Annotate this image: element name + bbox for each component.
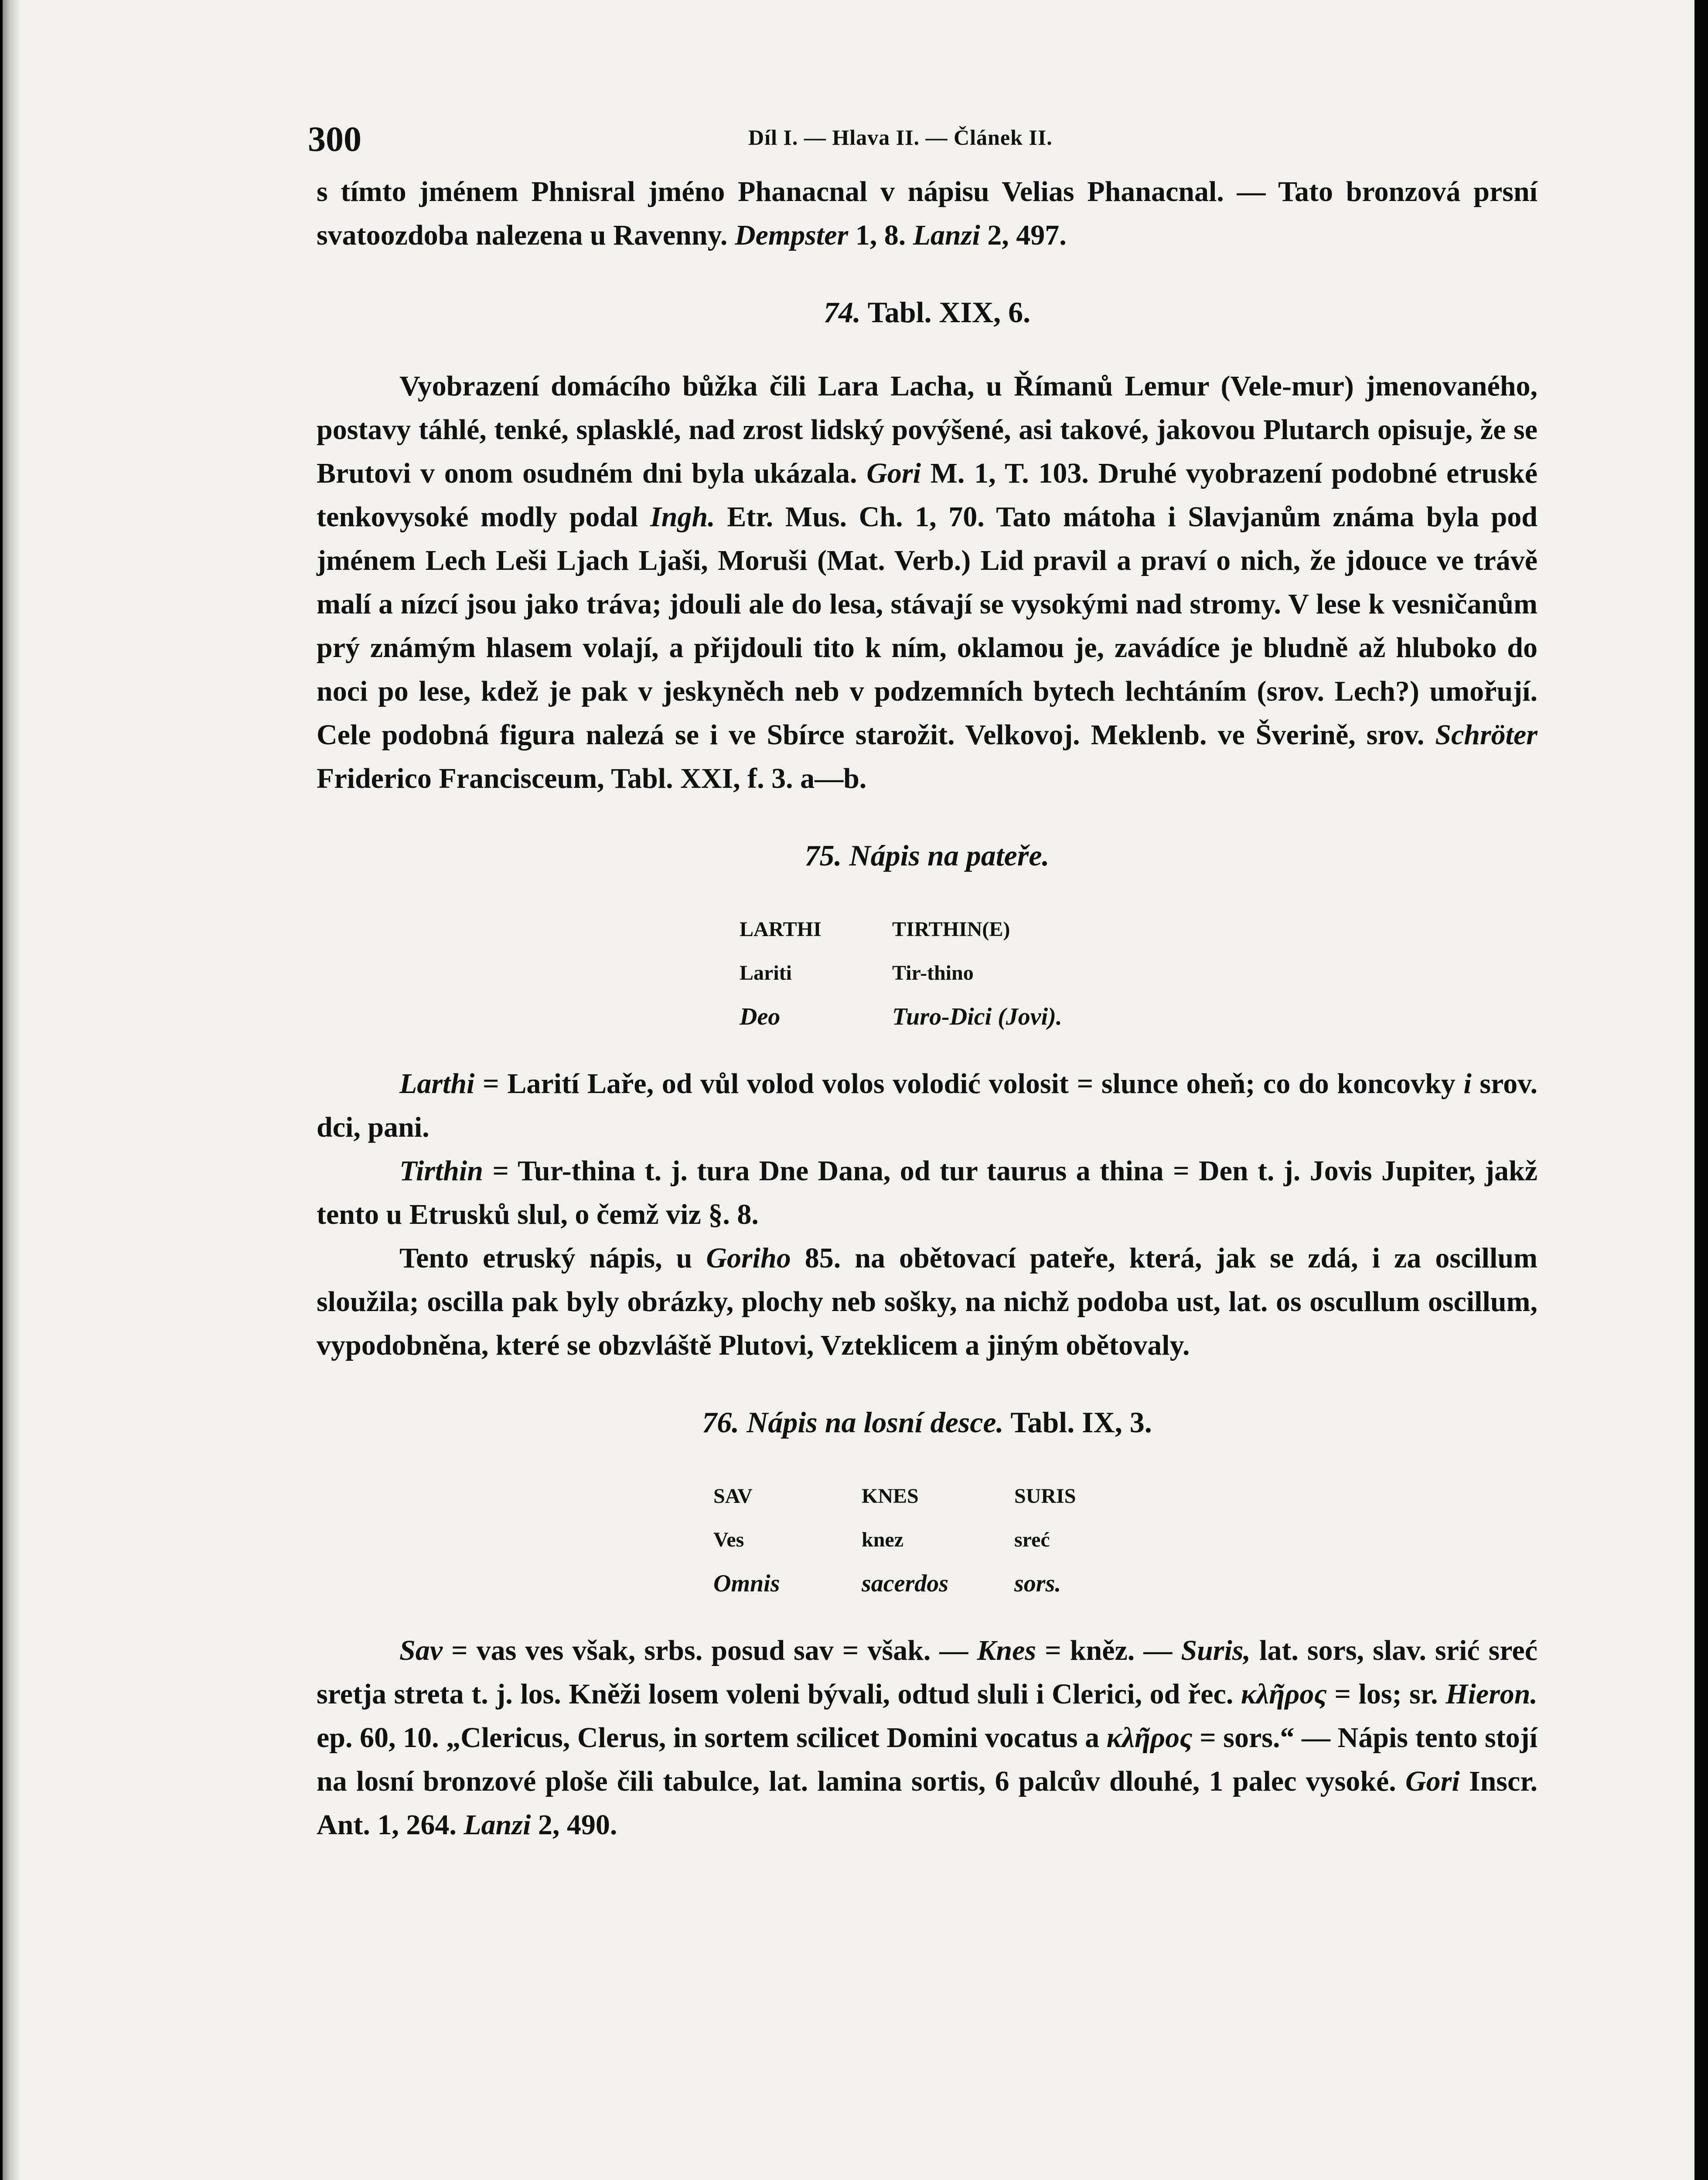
- section-number: 76.: [702, 1406, 740, 1439]
- term: Tirthin: [399, 1155, 483, 1187]
- scan-border: [1694, 0, 1708, 2180]
- text-run: ep. 60, 10. „Clericus, Clerus, in sortem scilicet Domini vocatus a: [317, 1722, 1107, 1754]
- section-title: Nápis na losní desce.: [739, 1406, 1004, 1439]
- section-number: 74.: [823, 296, 861, 329]
- text-run: 85. na obětovací pateře, která, jak se zdá, i za oscillum sloužila; oscilla pak byly obrázky, plochy neb sošky, na nichž podoba ust, lat. os oscullum oscillum, vypodobněna, které se obzvláště Plutovi, Vzteklicem a jiným obětovaly.: [317, 1242, 1538, 1361]
- text-run: 2, 490.: [531, 1809, 617, 1841]
- inscription-cell: Deo: [740, 1003, 781, 1030]
- inscription-row: [713, 1475, 1538, 1518]
- page-gutter-shadow: [3, 0, 20, 2180]
- intro-paragraph: [317, 170, 1538, 257]
- section-heading-75: [317, 834, 1538, 877]
- text-run: lat. sors, slav. srić sreć sretja streta t. j. los. Kněži losem voleni bývali, odtud sluli i Clerici, od řec.: [317, 1635, 1538, 1710]
- scanned-page: [3, 0, 1694, 2180]
- inscription-cell: Tir-thino: [892, 961, 974, 984]
- inscription-cell: Omnis: [713, 1570, 780, 1597]
- citation-author: Dempster: [734, 219, 849, 251]
- text-run: Etr. Mus. Ch. 1, 70. Tato mátoha i Slavjanům známa byla pod jménem Lech Leši Ljach Ljaši, Moruši (Mat. Verb.) Lid pravil a praví o nich, že jdouce ve trávě malí a nízcí jsou jako tráva; jdouli ale do lesa, stávají se vysokými nad stromy. V lese k vesničanům prý známým hlasem volají, a přijdouli tito k ním, oklamou je, zavádíce je bludně až hluboko do noci po lese, kdež je pak v jeskyněch neb v podzemních bytech lechtáním (srov. Lech?) umořují. Cele podobná figura nalezá se i ve Sbírce starožit. Velkovoj. Meklenb. ve Šverině, srov.: [317, 501, 1538, 751]
- inscription-row: [713, 1562, 1538, 1605]
- citation-author: Hieron.: [1445, 1678, 1538, 1710]
- section-75-paragraph-3: [317, 1236, 1538, 1367]
- inscription-row: [740, 995, 1538, 1039]
- section-76-paragraph: [317, 1629, 1538, 1847]
- inscription-cell: KNES: [862, 1485, 919, 1508]
- text-run: = sors.“ — Nápis tento stojí na losní bronzové ploše čili tabulce, lat. lamina sortis, 6 palcův dlouhé, 1 palec vysoké.: [317, 1722, 1538, 1797]
- citation-author: Lanzi: [464, 1809, 531, 1841]
- body-text: [317, 170, 1538, 1847]
- greek-term: κλῆρος: [1106, 1722, 1193, 1754]
- text-run: 2, 497.: [980, 219, 1067, 251]
- inscription-cell: Turo-Dici (Jovi).: [892, 1003, 1062, 1030]
- text-run: = Tur-thina t. j. tura Dne Dana, od tur taurus a thina = Den t. j. Jovis Jupiter, jakž tento u Etrusků slul, o čemž viz §. 8.: [317, 1155, 1538, 1230]
- text-run: 1, 8.: [848, 219, 913, 251]
- citation-author: Schröter: [1435, 719, 1538, 751]
- inscription-row: [713, 1518, 1538, 1562]
- citation-author: Lanzi: [913, 219, 980, 251]
- page-header: [308, 119, 1681, 171]
- running-head: Díl I. — Hlava II. — Článek II.: [748, 125, 1053, 150]
- text-run: Inscr. Ant. 1, 264.: [317, 1765, 1538, 1841]
- text-run: = Larití Laře, od vůl volod volos volodić volosit = slunce oheň; co do koncovky: [474, 1068, 1464, 1100]
- term: Knes: [977, 1635, 1036, 1666]
- inscription-cell: sors.: [1014, 1570, 1061, 1597]
- page-number: 300: [308, 119, 361, 159]
- text-run: = kněz. —: [1036, 1635, 1181, 1666]
- greek-term: κλῆρος: [1241, 1678, 1327, 1710]
- inscription-cell: TIRTHIN(E): [892, 918, 1010, 941]
- section-reference: Tabl. IX, 3.: [1003, 1406, 1152, 1439]
- term: Suris,: [1181, 1635, 1251, 1666]
- citation-author: Goriho: [706, 1242, 791, 1274]
- inscription-cell: sreć: [1014, 1528, 1050, 1551]
- inscription-table-76: [317, 1475, 1538, 1605]
- term: Larthi: [399, 1068, 475, 1100]
- section-75-paragraph-1: [317, 1062, 1538, 1149]
- term: i: [1463, 1068, 1472, 1100]
- section-reference: Tabl. XIX, 6.: [860, 296, 1031, 329]
- inscription-cell: Lariti: [740, 961, 792, 984]
- term: Sav: [399, 1635, 443, 1666]
- text-run: M. 1, T. 103. Druhé vyobrazení podobné etruské tenkovysoké modly podal: [317, 457, 1538, 533]
- text-run: Vyobrazení domácího bůžka čili Lara Lacha, u Římanů Lemur (Vele-mur) jmenovaného, postavy táhlé, tenké, splasklé, nad zrost lidský povýšené, asi takové, jakovou Plutarch opisuje, že se Brutovi v onom osudném dni byla ukázala.: [317, 370, 1538, 489]
- inscription-cell: sacerdos: [862, 1570, 949, 1597]
- section-heading-76: [317, 1400, 1538, 1444]
- inscription-row: [740, 908, 1538, 951]
- text-run: Friderico Franciscеum, Tabl. XXI, f. 3. a—b.: [317, 763, 867, 794]
- section-74-paragraph: [317, 364, 1538, 800]
- inscription-row: [740, 951, 1538, 995]
- section-number: 75.: [805, 839, 842, 872]
- citation-author: Gori: [1405, 1765, 1460, 1797]
- section-75-paragraph-2: [317, 1149, 1538, 1236]
- citation-author: Gori: [866, 457, 921, 489]
- inscription-cell: SURIS: [1014, 1485, 1076, 1508]
- inscription-cell: Ves: [713, 1528, 744, 1551]
- inscription-cell: knez: [862, 1528, 903, 1551]
- text-run: = vas ves však, srbs. posud sav = však. —: [443, 1635, 977, 1666]
- inscription-cell: SAV: [713, 1485, 753, 1508]
- text-run: srov. dci, pani.: [317, 1068, 1538, 1143]
- inscription-cell: LARTHI: [740, 918, 822, 941]
- section-heading-74: [317, 290, 1538, 334]
- inscription-table-75: [317, 908, 1538, 1039]
- text-run: = los; sr.: [1326, 1678, 1446, 1710]
- text-run: Tento etruský nápis, u: [399, 1242, 706, 1274]
- text-run: s tímto jménem Phnisral jméno Phanacnal v nápisu Velias Phanacnal. — Tato bronzová prsní svatoozdoba nalezena u Ravenny.: [317, 176, 1538, 251]
- section-title: Nápis na pateře.: [842, 839, 1050, 872]
- citation-author: Ingh.: [650, 501, 715, 533]
